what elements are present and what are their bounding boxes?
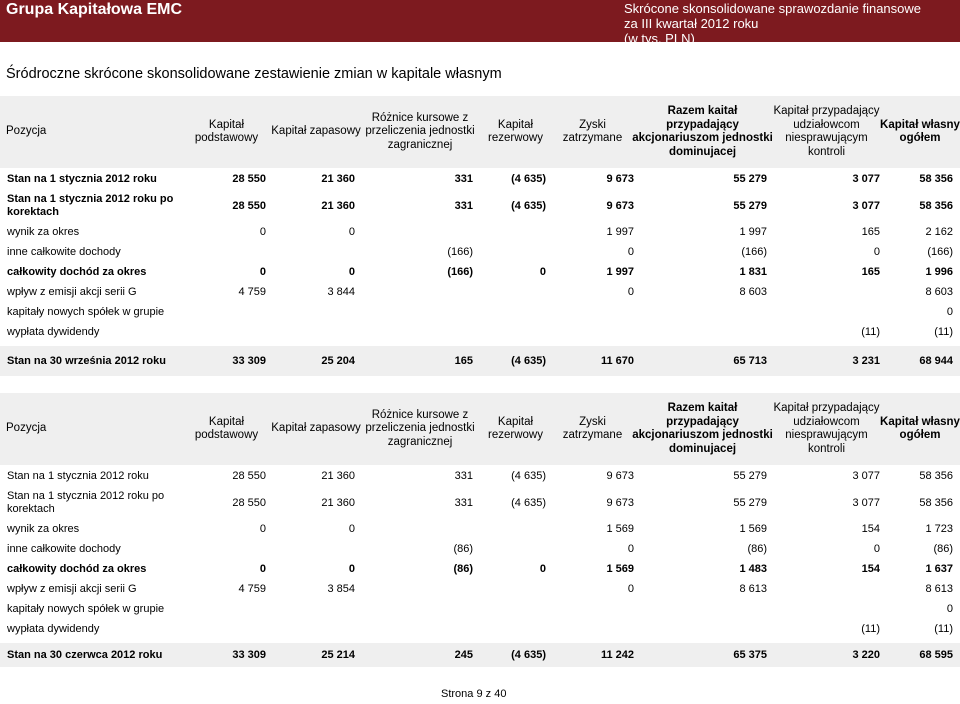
cell-value: (86) bbox=[747, 543, 767, 555]
cell-value: 58 356 bbox=[919, 173, 953, 185]
row-label: wpływ z emisji akcji serii G bbox=[7, 285, 137, 298]
report-period: za III kwartał 2012 roku bbox=[624, 16, 759, 31]
cell-value: 9 673 bbox=[606, 470, 634, 482]
cell-value: 331 bbox=[454, 497, 473, 509]
cell-value: 11 242 bbox=[600, 649, 634, 661]
cell-value: 331 bbox=[454, 200, 473, 212]
table-row bbox=[0, 302, 960, 322]
table-row bbox=[0, 190, 960, 222]
cell-value: 0 bbox=[627, 583, 634, 595]
section-title: Śródroczne skrócone skonsolidowane zestawienie zmian w kapitale własnym bbox=[6, 66, 502, 82]
cell-value bbox=[478, 619, 546, 639]
column-header: Razem kaitał przypadający akcjonariuszom jednostki dominujacej bbox=[632, 105, 773, 158]
cell-value: 0 bbox=[259, 563, 266, 575]
cell-value: 0 bbox=[873, 246, 880, 258]
cell-value: 58 356 bbox=[919, 497, 953, 509]
cell-value bbox=[183, 322, 266, 342]
cell-value: 3 077 bbox=[852, 173, 880, 185]
row-label: inne całkowite dochody bbox=[7, 542, 121, 555]
report-header bbox=[0, 0, 960, 46]
cell-value bbox=[362, 302, 473, 322]
cell-value bbox=[632, 302, 767, 322]
table-row bbox=[0, 465, 960, 487]
cell-value: 1 997 bbox=[606, 226, 634, 238]
cell-value bbox=[553, 619, 634, 639]
cell-value: 1 831 bbox=[739, 266, 767, 278]
column-header: Kapitał własny ogółem bbox=[880, 118, 960, 144]
cell-value bbox=[362, 282, 473, 302]
cell-value: 8 613 bbox=[925, 583, 953, 595]
row-label: całkowity dochód za okres bbox=[7, 562, 147, 575]
cell-value: 21 360 bbox=[321, 200, 355, 212]
cell-value bbox=[553, 599, 634, 619]
column-header: Kapitał rezerwowy bbox=[488, 118, 543, 144]
cell-value: 1 996 bbox=[925, 266, 953, 278]
cell-value bbox=[478, 222, 546, 242]
cell-value: 28 550 bbox=[232, 200, 266, 212]
cell-value: 0 bbox=[348, 523, 355, 535]
column-header: Kapitał podstawowy bbox=[194, 415, 259, 441]
row-label: wynik za okres bbox=[7, 522, 80, 535]
table-row bbox=[0, 599, 960, 619]
cell-value bbox=[478, 242, 546, 262]
row-label: wpływ z emisji akcji serii G bbox=[7, 582, 137, 595]
cell-value: (11) bbox=[934, 623, 953, 635]
row-label: wypłata dywidendy bbox=[7, 622, 100, 635]
cell-value bbox=[362, 579, 473, 599]
cell-value: 3 077 bbox=[852, 497, 880, 509]
cell-value: (11) bbox=[861, 623, 880, 635]
cell-value: 3 844 bbox=[327, 286, 355, 298]
cell-value bbox=[553, 322, 634, 342]
table-row bbox=[0, 643, 960, 667]
cell-value: (4 635) bbox=[511, 173, 546, 185]
cell-value: 33 309 bbox=[232, 649, 266, 661]
equity-changes-table-q3 bbox=[0, 96, 960, 376]
table-row bbox=[0, 579, 960, 599]
cell-value bbox=[183, 539, 266, 559]
row-label: wypłata dywidendy bbox=[7, 325, 100, 338]
cell-value: 3 220 bbox=[852, 649, 880, 661]
cell-value: 55 279 bbox=[733, 497, 767, 509]
cell-value: 58 356 bbox=[919, 200, 953, 212]
cell-value: 0 bbox=[946, 306, 953, 318]
cell-value: 0 bbox=[873, 543, 880, 555]
cell-value bbox=[362, 599, 473, 619]
cell-value: 0 bbox=[259, 266, 266, 278]
cell-value: (86) bbox=[453, 563, 473, 575]
cell-value: 25 214 bbox=[321, 649, 355, 661]
cell-value bbox=[478, 322, 546, 342]
cell-value: 21 360 bbox=[321, 470, 355, 482]
cell-value: 33 309 bbox=[232, 355, 266, 367]
row-label: inne całkowite dochody bbox=[7, 245, 121, 258]
column-header: Zyski zatrzymane bbox=[562, 415, 623, 441]
cell-value: 1 569 bbox=[606, 563, 634, 575]
table-row bbox=[0, 519, 960, 539]
row-label: kapitały nowych spółek w grupie bbox=[7, 602, 165, 615]
table-row bbox=[0, 242, 960, 262]
cell-value bbox=[270, 539, 355, 559]
cell-value: 1 569 bbox=[606, 523, 634, 535]
column-header: Kapitał przypadający udziałowcom niesprawującym kontroli bbox=[773, 402, 880, 455]
cell-value: 0 bbox=[627, 286, 634, 298]
row-label: Stan na 1 stycznia 2012 roku po korektach bbox=[7, 490, 165, 515]
cell-value: 1 483 bbox=[739, 563, 767, 575]
cell-value: (166) bbox=[927, 246, 953, 258]
column-header: Razem kaitał przypadający akcjonariuszom jednostki dominujacej bbox=[632, 402, 773, 455]
cell-value: 2 162 bbox=[925, 226, 953, 238]
row-label: Stan na 30 września 2012 roku bbox=[7, 354, 166, 367]
cell-value: 0 bbox=[627, 246, 634, 258]
row-label: wynik za okres bbox=[7, 225, 80, 238]
column-header: Różnice kursowe z przeliczenia jednostki zagranicznej bbox=[365, 111, 475, 151]
cell-value: 154 bbox=[861, 523, 880, 535]
cell-value: 331 bbox=[454, 470, 473, 482]
cell-value bbox=[773, 282, 880, 302]
cell-value bbox=[362, 619, 473, 639]
report-description bbox=[624, 1, 921, 46]
table-row bbox=[0, 168, 960, 190]
cell-value: 68 944 bbox=[919, 355, 953, 367]
cell-value bbox=[632, 322, 767, 342]
cell-value: 165 bbox=[861, 226, 880, 238]
cell-value: 1 997 bbox=[606, 266, 634, 278]
cell-value bbox=[270, 619, 355, 639]
cell-value bbox=[270, 242, 355, 262]
cell-value bbox=[478, 599, 546, 619]
cell-value: 0 bbox=[539, 563, 546, 575]
column-header: Pozycja bbox=[6, 125, 47, 138]
cell-value bbox=[478, 302, 546, 322]
cell-value bbox=[270, 302, 355, 322]
column-header: Kapitał podstawowy bbox=[194, 118, 259, 144]
cell-value: 8 613 bbox=[739, 583, 767, 595]
cell-value: 8 603 bbox=[925, 286, 953, 298]
cell-value bbox=[362, 519, 473, 539]
cell-value: 28 550 bbox=[232, 173, 266, 185]
table-row bbox=[0, 282, 960, 302]
cell-value: 245 bbox=[454, 649, 473, 661]
cell-value: 3 854 bbox=[327, 583, 355, 595]
table-row bbox=[0, 346, 960, 376]
cell-value: 11 670 bbox=[600, 355, 634, 367]
cell-value: 0 bbox=[348, 226, 355, 238]
cell-value: (166) bbox=[447, 246, 473, 258]
cell-value: (11) bbox=[934, 326, 953, 338]
cell-value bbox=[183, 302, 266, 322]
cell-value: 1 723 bbox=[925, 523, 953, 535]
cell-value: 58 356 bbox=[919, 470, 953, 482]
cell-value: 1 637 bbox=[925, 563, 953, 575]
cell-value: (4 635) bbox=[511, 355, 546, 367]
cell-value bbox=[632, 599, 767, 619]
cell-value: 68 595 bbox=[919, 649, 953, 661]
table-row bbox=[0, 262, 960, 282]
cell-value: 331 bbox=[454, 173, 473, 185]
page-number: Strona 9 z 40 bbox=[441, 688, 507, 700]
cell-value: 9 673 bbox=[606, 173, 634, 185]
cell-value: 154 bbox=[861, 563, 880, 575]
cell-value: 9 673 bbox=[606, 200, 634, 212]
cell-value bbox=[553, 302, 634, 322]
cell-value bbox=[773, 302, 880, 322]
cell-value: 25 204 bbox=[321, 355, 355, 367]
column-header: Kapitał przypadający udziałowcom niesprawującym kontroli bbox=[773, 105, 880, 158]
cell-value: (166) bbox=[447, 266, 473, 278]
row-label: Stan na 1 stycznia 2012 roku bbox=[7, 172, 157, 185]
cell-value: (4 635) bbox=[511, 200, 546, 212]
cell-value: (86) bbox=[453, 543, 473, 555]
cell-value: 3 231 bbox=[852, 355, 880, 367]
cell-value: (4 635) bbox=[511, 497, 546, 509]
cell-value bbox=[270, 322, 355, 342]
table-row bbox=[0, 559, 960, 579]
cell-value bbox=[632, 619, 767, 639]
cell-value: 21 360 bbox=[321, 173, 355, 185]
column-header: Zyski zatrzymane bbox=[562, 118, 623, 144]
cell-value: 21 360 bbox=[321, 497, 355, 509]
table-header bbox=[0, 96, 960, 168]
row-label: Stan na 1 stycznia 2012 roku bbox=[7, 469, 149, 482]
cell-value: 1 569 bbox=[739, 523, 767, 535]
cell-value bbox=[773, 579, 880, 599]
column-header: Różnice kursowe z przeliczenia jednostki zagranicznej bbox=[365, 408, 475, 448]
cell-value: 1 997 bbox=[739, 226, 767, 238]
cell-value: 9 673 bbox=[606, 497, 634, 509]
table-row bbox=[0, 322, 960, 342]
cell-value bbox=[270, 599, 355, 619]
column-header: Kapitał rezerwowy bbox=[488, 415, 543, 441]
cell-value: 65 375 bbox=[733, 649, 767, 661]
cell-value bbox=[773, 599, 880, 619]
cell-value bbox=[183, 242, 266, 262]
cell-value bbox=[183, 619, 266, 639]
cell-value bbox=[183, 599, 266, 619]
column-header: Kapitał zapasowy bbox=[271, 422, 361, 435]
cell-value: 55 279 bbox=[733, 470, 767, 482]
row-label: całkowity dochód za okres bbox=[7, 265, 147, 278]
cell-value: 3 077 bbox=[852, 200, 880, 212]
cell-value bbox=[362, 222, 473, 242]
cell-value: 4 759 bbox=[238, 286, 266, 298]
report-unit: (w tys. PLN) bbox=[624, 31, 695, 46]
table-row bbox=[0, 222, 960, 242]
cell-value: (86) bbox=[933, 543, 953, 555]
cell-value: 0 bbox=[946, 603, 953, 615]
cell-value: 55 279 bbox=[733, 173, 767, 185]
table-header bbox=[0, 393, 960, 465]
cell-value: 0 bbox=[348, 563, 355, 575]
table-row bbox=[0, 619, 960, 639]
cell-value bbox=[362, 322, 473, 342]
cell-value: (166) bbox=[741, 246, 767, 258]
cell-value: 65 713 bbox=[733, 355, 767, 367]
report-title: Skrócone skonsolidowane sprawozdanie finansowe bbox=[624, 1, 922, 16]
company-name: Grupa Kapitałowa EMC bbox=[6, 1, 183, 18]
cell-value: 3 077 bbox=[852, 470, 880, 482]
cell-value bbox=[478, 539, 546, 559]
row-label: kapitały nowych spółek w grupie bbox=[7, 305, 165, 318]
cell-value: (4 635) bbox=[511, 649, 546, 661]
cell-value: 0 bbox=[627, 543, 634, 555]
cell-value: 55 279 bbox=[733, 200, 767, 212]
row-label: Stan na 1 stycznia 2012 roku po korektach bbox=[7, 193, 174, 218]
cell-value: 0 bbox=[348, 266, 355, 278]
cell-value: (11) bbox=[861, 326, 880, 338]
column-header: Pozycja bbox=[6, 422, 47, 435]
column-header: Kapitał własny ogółem bbox=[880, 415, 960, 441]
cell-value: 28 550 bbox=[232, 497, 266, 509]
cell-value: 8 603 bbox=[739, 286, 767, 298]
cell-value bbox=[478, 579, 546, 599]
cell-value: 0 bbox=[539, 266, 546, 278]
cell-value: 165 bbox=[454, 355, 473, 367]
row-label: Stan na 30 czerwca 2012 roku bbox=[7, 648, 163, 661]
column-header: Kapitał zapasowy bbox=[271, 125, 361, 138]
cell-value bbox=[478, 519, 546, 539]
equity-changes-table-h1 bbox=[0, 393, 960, 667]
table-row bbox=[0, 539, 960, 559]
cell-value: 0 bbox=[259, 226, 266, 238]
table-row bbox=[0, 487, 960, 519]
cell-value bbox=[478, 282, 546, 302]
cell-value: 28 550 bbox=[232, 470, 266, 482]
cell-value: (4 635) bbox=[511, 470, 546, 482]
cell-value: 4 759 bbox=[238, 583, 266, 595]
cell-value: 165 bbox=[861, 266, 880, 278]
cell-value: 0 bbox=[259, 523, 266, 535]
